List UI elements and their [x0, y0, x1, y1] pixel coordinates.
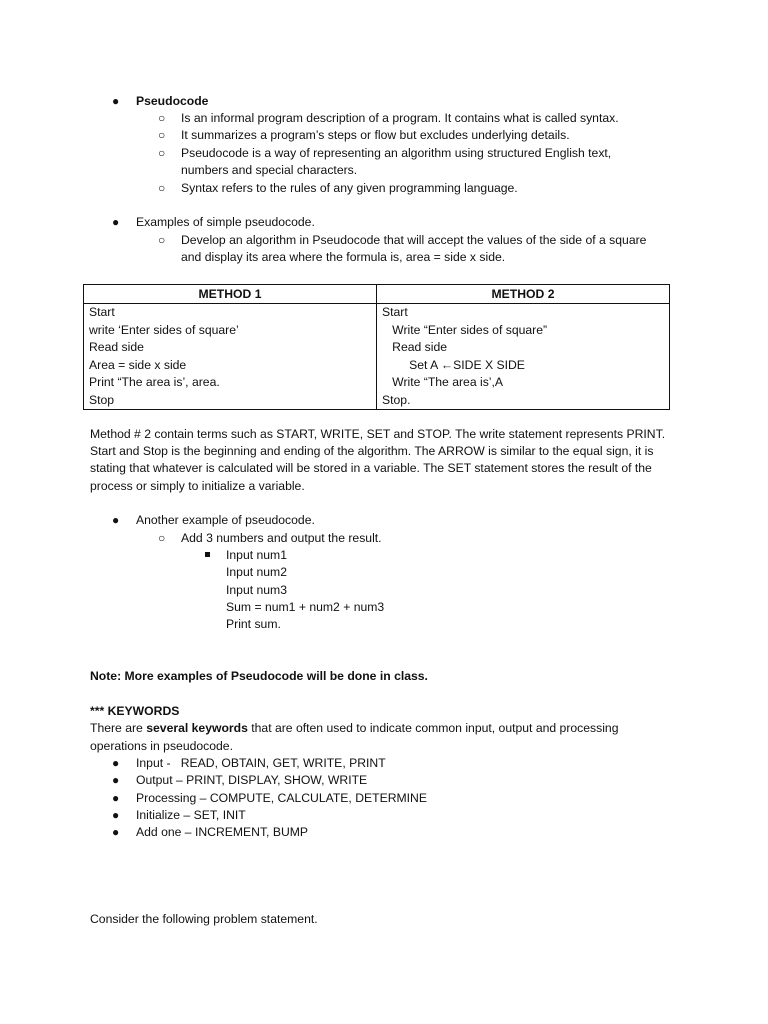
keywords-intro — [90, 720, 618, 737]
intro-bold-text: several keywords — [146, 721, 248, 735]
keywords-intro-line2: operations in pseudocode. — [90, 739, 233, 753]
square-bullet-icon — [205, 552, 210, 557]
method1-cell — [84, 304, 377, 410]
bullet-dot-icon: ● — [112, 215, 120, 229]
step-line: Input num2 — [226, 565, 287, 579]
step-line: Sum = num1 + num2 + num3 — [226, 600, 385, 614]
circle-bullet-icon: ○ — [158, 181, 166, 195]
another-example-heading: Another example of pseudocode. — [136, 513, 315, 527]
bullet-dot-icon: ● — [112, 791, 120, 805]
keyword-item: Initialize – SET, INIT — [136, 808, 246, 822]
bullet-dot-icon: ● — [112, 808, 120, 822]
method1-line: Start — [89, 305, 115, 319]
method2-line: Write “The area is’,A — [382, 375, 504, 389]
explanation-line: Method # 2 contain terms such as START, WRITE, SET and STOP. The write statement represents PRINT. — [90, 427, 666, 441]
method1-line: Area = side x side — [89, 357, 187, 372]
method2-line: Set A ←SIDE X SIDE — [382, 357, 525, 372]
method2-cell — [377, 304, 670, 410]
pseudocode-heading: Pseudocode — [136, 94, 209, 108]
step-line: Input num3 — [226, 583, 287, 597]
bullet-dot-icon: ● — [112, 513, 120, 527]
circle-bullet-icon: ○ — [158, 233, 166, 247]
step-line: Input num1 — [226, 548, 287, 562]
method1-line: Print “The area is’, area. — [89, 375, 220, 389]
another-example-task: Add 3 numbers and output the result. — [181, 531, 382, 545]
class-note: Note: More examples of Pseudocode will be done in class. — [90, 669, 428, 683]
pseudocode-point-continued: numbers and special characters. — [181, 163, 358, 177]
bullet-dot-icon: ● — [112, 756, 120, 770]
explanation-line: process or simply to initialize a variable. — [90, 479, 305, 493]
method2-line: Start — [382, 305, 408, 319]
keyword-item: Add one – INCREMENT, BUMP — [136, 825, 309, 839]
circle-bullet-icon: ○ — [158, 111, 166, 125]
explanation-line: Start and Stop is the beginning and ending of the algorithm. The ARROW is similar to the equal sign, it is — [90, 444, 654, 458]
method2-line: Stop. — [382, 392, 411, 407]
explanation-line: stating that whatever is calculated will be stored in a variable. The SET statement stores the result of the — [90, 461, 652, 475]
method2-header: METHOD 2 — [377, 285, 670, 304]
pseudocode-point: Pseudocode is a way of representing an algorithm using structured English text, — [181, 146, 612, 160]
closing-line: Consider the following problem statement. — [90, 912, 318, 926]
pseudocode-point: Syntax refers to the rules of any given programming language. — [181, 181, 518, 195]
keyword-item: Output – PRINT, DISPLAY, SHOW, WRITE — [136, 773, 368, 787]
keyword-item: Input - READ, OBTAIN, GET, WRITE, PRINT — [136, 756, 386, 770]
pseudocode-point: It summarizes a program’s steps or flow but excludes underlying details. — [181, 128, 570, 142]
method2-line: Read side — [382, 340, 448, 354]
bullet-dot-icon: ● — [112, 773, 120, 787]
examples-heading: Examples of simple pseudocode. — [136, 215, 315, 229]
step-line: Print sum. — [226, 617, 281, 631]
circle-bullet-icon: ○ — [158, 146, 166, 160]
circle-bullet-icon: ○ — [158, 128, 166, 142]
examples-task-line: Develop an algorithm in Pseudocode that will accept the values of the side of a square — [181, 233, 647, 247]
method1-line: Stop — [89, 392, 115, 407]
intro-text: that are often used to indicate common input, output and processing — [247, 721, 619, 735]
bullet-dot-icon: ● — [112, 825, 120, 839]
circle-bullet-icon: ○ — [158, 531, 166, 545]
methods-table — [83, 284, 670, 410]
intro-text: There are — [90, 721, 147, 735]
pseudocode-point: Is an informal program description of a program. It contains what is called syntax. — [181, 111, 619, 125]
keywords-heading: *** KEYWORDS — [90, 704, 180, 718]
keyword-item: Processing – COMPUTE, CALCULATE, DETERMINE — [136, 791, 427, 805]
method1-header: METHOD 1 — [84, 285, 377, 304]
method1-line: write ‘Enter sides of square’ — [89, 322, 239, 337]
bullet-dot-icon: ● — [112, 94, 120, 108]
method1-line: Read side — [89, 340, 144, 354]
examples-task-line: and display its area where the formula is, area = side x side. — [181, 250, 506, 264]
method2-line: Write “Enter sides of square” — [382, 322, 548, 337]
